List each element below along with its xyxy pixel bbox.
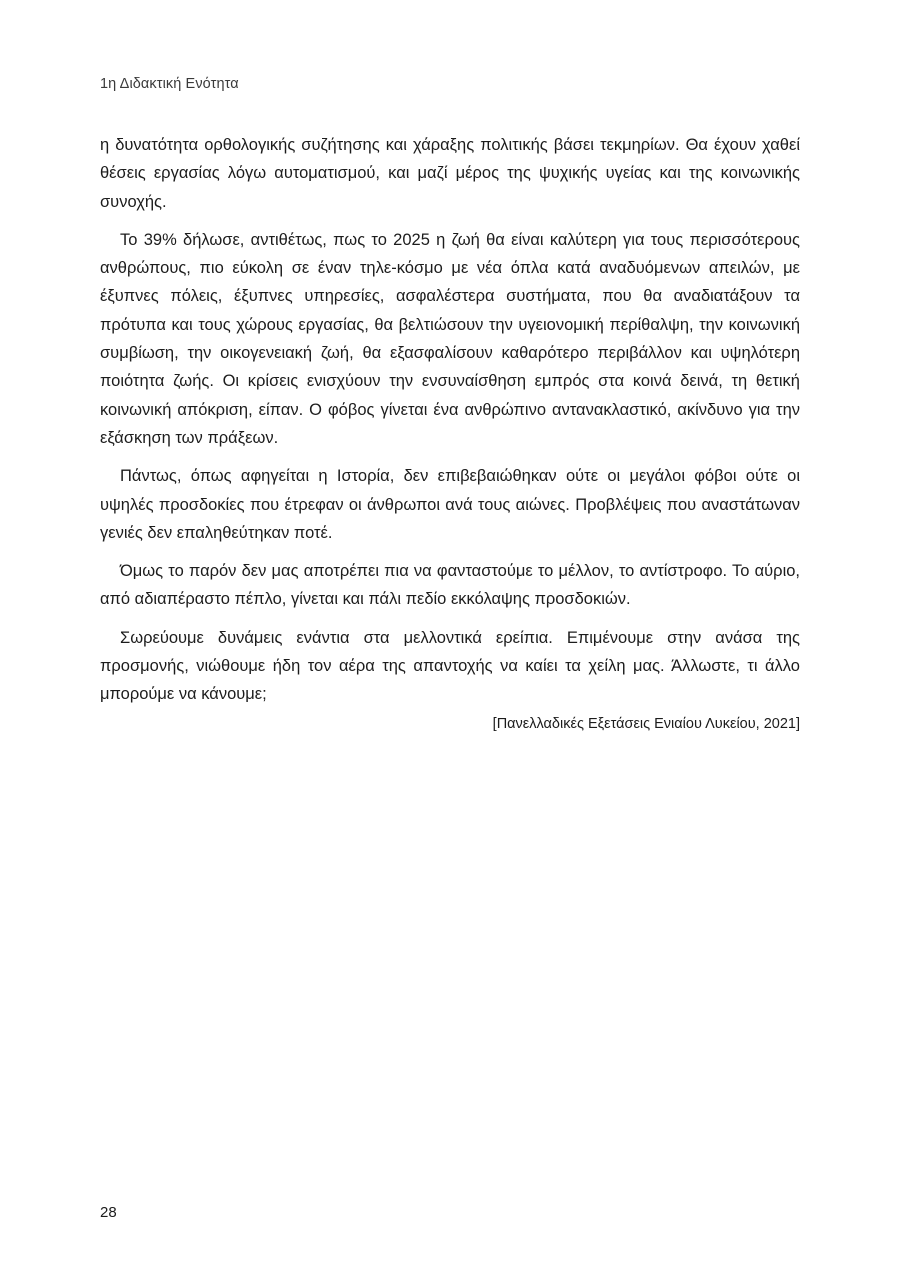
paragraph-2: Το 39% δήλωσε, αντιθέτως, πως το 2025 η ζωή θα είναι καλύτερη για τους περισσότερους ανθρώπους, πιο εύκολη σε έναν τηλε-κόσμο με νέα όπλα κατά αναδυόμενων απειλών, με έξυπνες πόλεις, έξυπνες υπηρεσίες, ασφαλέστερα συστήματα, που θα αναδιατάξουν τα πρότυπα και τους χώρους εργασίας, θα βελτιώσουν την υγειονομική περίθαλψη, την κοινωνική συμβίωση, την οικογενειακή ζωή, θα εξασφαλίσουν καθαρότερο περιβάλλον και υψηλότερη ποιότητα ζωής. Οι κρίσεις ενισχύουν την ενσυναίσθηση εμπρός στα κοινά δεινά, τη θετική κοινωνική απόκριση, είπαν. Ο φόβος γίνεται ένα ανθρώπινο αντανακλαστικό, ακίνδυνο για την εξάσκηση των πράξεων. <box>100 230 800 447</box>
source-citation: [Πανελλαδικές Εξετάσεις Ενιαίου Λυκείου, 2021] <box>492 715 800 732</box>
paragraph-3: Πάντως, όπως αφηγείται η Ιστορία, δεν επιβεβαιώθηκαν ούτε οι μεγάλοι φόβοι ούτε οι υψηλές προσδοκίες που έτρεφαν οι άνθρωποι ανά τους αιώνες. Προβλέψεις που αναστάτωναν γενιές δεν επαληθεύτηκαν ποτέ. <box>100 467 800 542</box>
running-header: 1η Διδακτική Ενότητα <box>100 76 239 92</box>
paragraph-4: Όμως το παρόν δεν μας αποτρέπει πια να φανταστούμε το μέλλον, το αντίστροφο. Το αύριο, από αδιαπέραστο πέπλο, γίνεται και πάλι πεδίο εκκόλαψης προσδοκιών. <box>100 562 800 609</box>
paragraph-1: η δυνατότητα ορθολογικής συζήτησης και χάραξης πολιτικής βάσει τεκμηρίων. Θα έχουν χαθεί θέσεις εργασίας λόγω αυτοματισμού, και μαζί μέρος της ψυχικής υγείας και της κοινωνικής συνοχής. <box>100 136 800 211</box>
page-number: 28 <box>100 1204 117 1221</box>
paragraph-5: Σωρεύουμε δυνάμεις ενάντια στα μελλοντικά ερείπια. Επιμένουμε στην ανάσα της προσμονής, νιώθουμε ήδη τον αέρα της απαντοχής να καίει τα χείλη μας. Άλλωστε, τι άλλο μπορούμε να κάνουμε; <box>100 628 800 704</box>
body-text <box>100 131 800 735</box>
